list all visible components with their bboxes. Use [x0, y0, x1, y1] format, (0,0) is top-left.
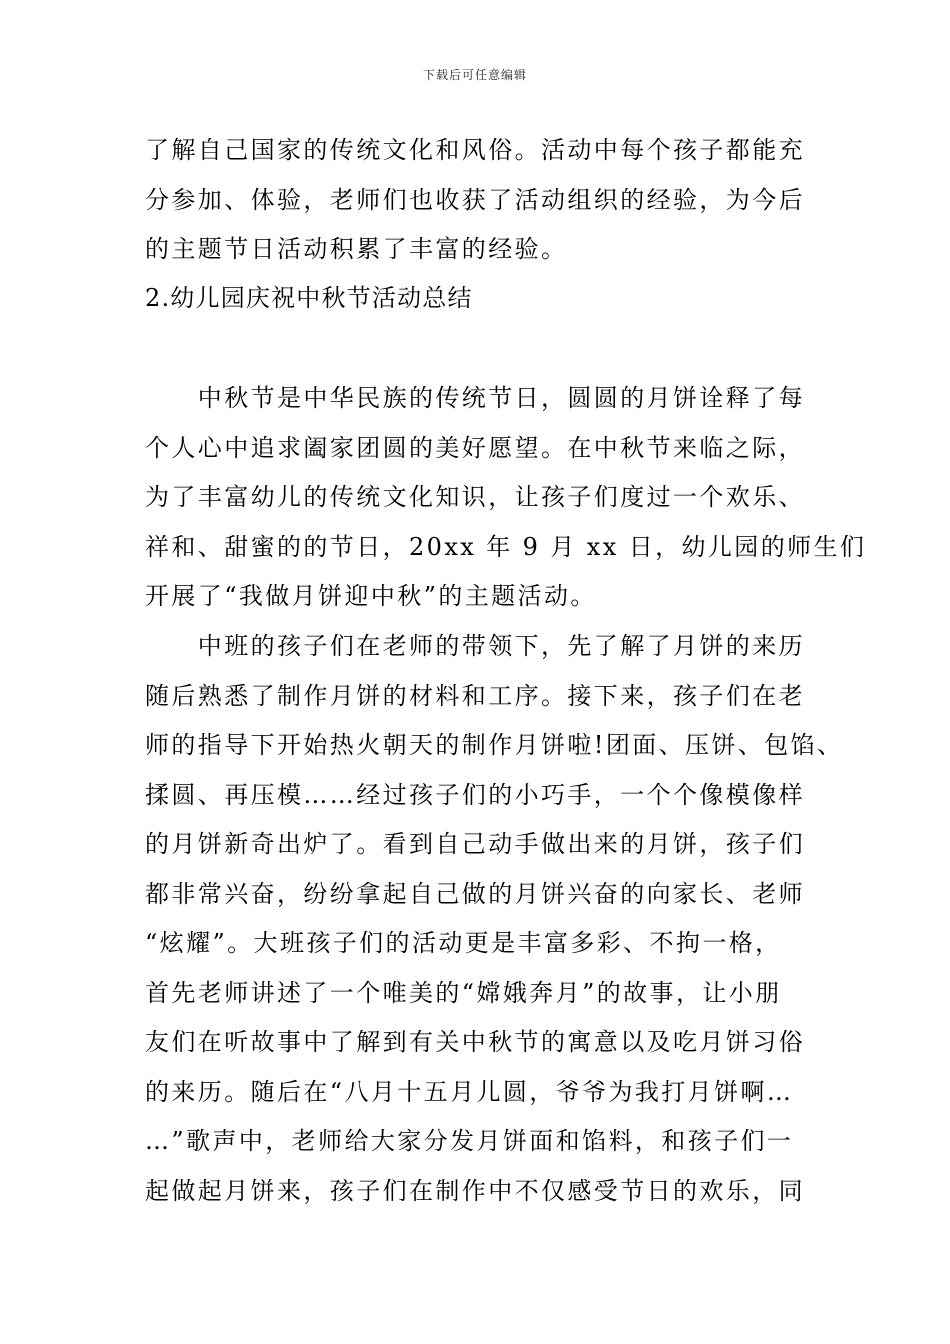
paragraph2-line: 首先老师讲述了一个唯美的“嫦娥奔月”的故事，让小朋 [145, 979, 782, 1007]
paragraph1-line: 个人心中追求阖家团圆的美好愿望。在中秋节来临之际， [145, 434, 805, 462]
intro-line: 了解自己国家的传统文化和风俗。活动中每个孩子都能充 [145, 136, 805, 164]
paragraph1-line: 祥和、甜蜜的的节日，20xx 年 9 月 xx 日，幼儿园的师生们 [145, 533, 867, 561]
intro-line: 分参加、体验，老师们也收获了活动组织的经验，为今后 [145, 186, 805, 214]
paragraph2-line: 师的指导下开始热火朝天的制作月饼啦!团面、压饼、包馅、 [145, 731, 844, 759]
intro-line: 的主题节日活动积累了丰富的经验。 [145, 235, 568, 263]
paragraph2-line: 揉圆、再压模……经过孩子们的小巧手，一个个像模像样 [145, 781, 805, 809]
download-note: 下载后可任意编辑 [422, 68, 527, 82]
paragraph2-line: 随后熟悉了制作月饼的材料和工序。接下来，孩子们在老 [145, 682, 805, 710]
paragraph2-line: 的来历。随后在“八月十五月儿圆，爷爷为我打月饼啊… [145, 1078, 794, 1106]
paragraph2-line: “炫耀”。大班孩子们的活动更是丰富多彩、不拘一格， [145, 929, 782, 957]
paragraph1-line: 为了丰富幼儿的传统文化知识，让孩子们度过一个欢乐、 [145, 483, 805, 511]
paragraph2-line: 的月饼新奇出炉了。看到自己动手做出来的月饼，孩子们 [145, 830, 805, 858]
paragraph2-line: 都非常兴奋，纷纷拿起自己做的月饼兴奋的向家长、老师 [145, 880, 805, 908]
paragraph2-line: 起做起月饼来，孩子们在制作中不仅感受节日的欢乐，同 [145, 1177, 805, 1205]
section-title: 2.幼儿园庆祝中秋节活动总结 [145, 284, 473, 312]
paragraph2-line: 中班的孩子们在老师的带领下，先了解了月饼的来历 [145, 632, 805, 660]
paragraph1-line: 开展了“我做月饼迎中秋”的主题活动。 [145, 582, 597, 610]
paragraph1-line: 中秋节是中华民族的传统节日，圆圆的月饼诠释了每 [145, 384, 805, 412]
paragraph2-line: …”歌声中，老师给大家分发月饼面和馅料，和孩子们一 [145, 1127, 794, 1155]
paragraph2-line: 友们在听故事中了解到有关中秋节的寓意以及吃月饼习俗 [145, 1028, 805, 1056]
